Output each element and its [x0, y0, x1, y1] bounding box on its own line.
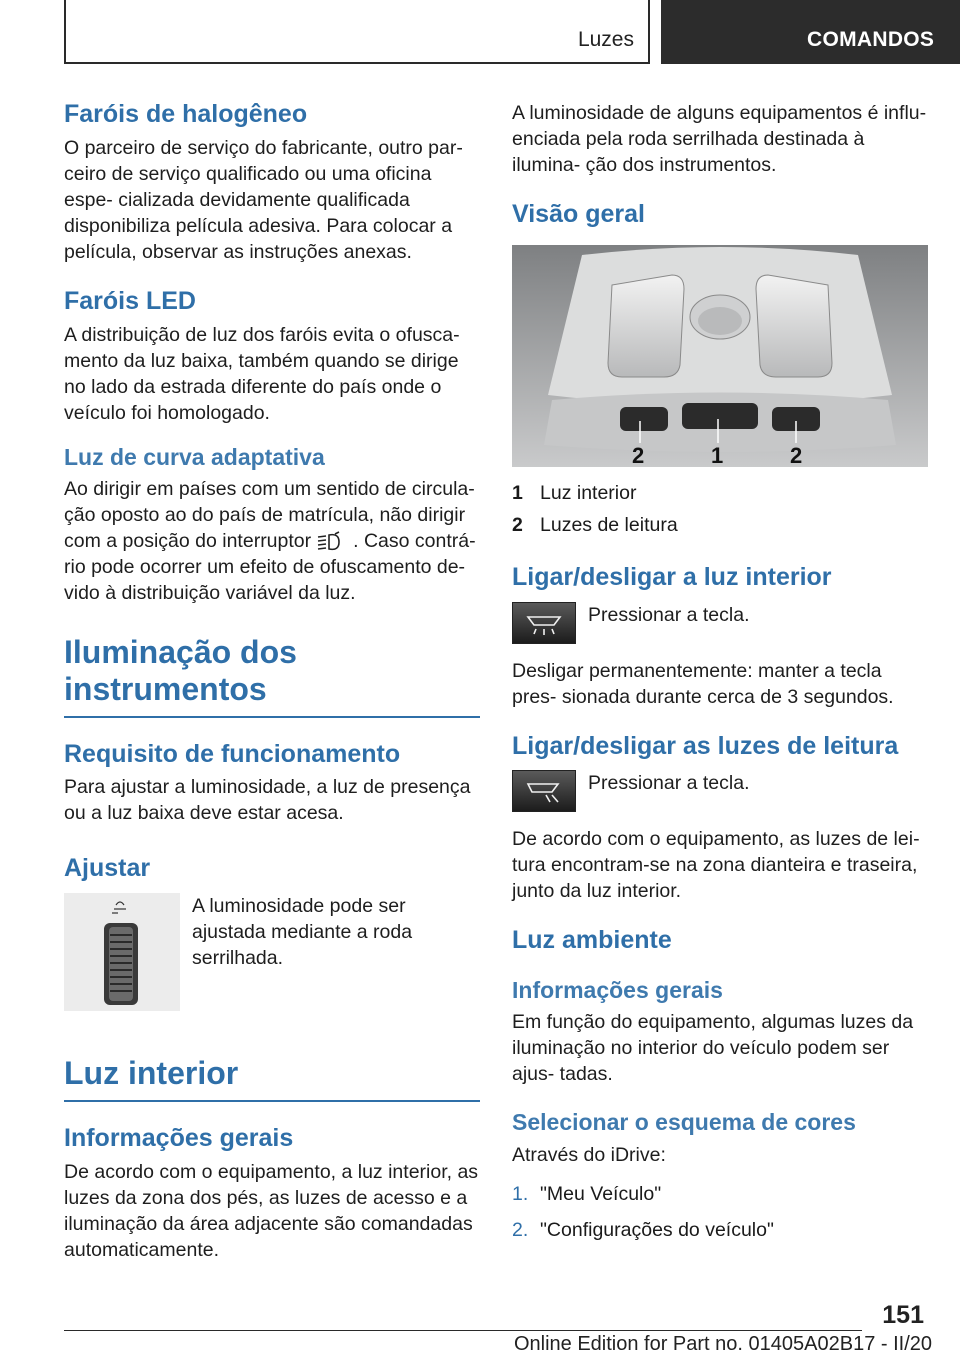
legend-item: [512, 477, 928, 509]
colors-heading: Selecionar o esquema de cores: [512, 1109, 856, 1136]
legend-label: Luzes de leitura: [540, 513, 678, 536]
thumbwheel-icon: [64, 893, 180, 1011]
header-section-title: Luzes: [577, 28, 634, 51]
ambient-general-text: Em função do equipamento, algumas luzes da iluminação no interior do veículo podem ser ajus- tadas.: [512, 1011, 914, 1086]
callout-right: 2: [790, 442, 803, 467]
interior-heading: Luz interior: [64, 1055, 480, 1102]
legend-label: Luz interior: [540, 481, 637, 504]
curve-text: [64, 476, 480, 606]
overview-heading: Visão geral: [512, 200, 645, 228]
halogen-heading: Faróis de halogêneo: [64, 100, 308, 128]
colors-text: Através do iDrive:: [512, 1143, 666, 1166]
footer-edition: Online Edition for Part no. 01405A02B17 - II/20: [513, 1333, 932, 1355]
step-item: [512, 1212, 928, 1248]
legend-number: 2: [512, 513, 523, 536]
ambient-general-heading: Informações gerais: [512, 977, 723, 1003]
instruments-heading: Iluminação dos instrumentos: [64, 634, 480, 718]
overview-legend: [512, 477, 928, 541]
step-item: [512, 1176, 928, 1212]
callout-center: 1: [711, 442, 724, 467]
led-heading: Faróis LED: [64, 286, 196, 315]
left-column: [64, 100, 480, 1263]
step-label: "Meu Veículo": [540, 1182, 662, 1205]
interior-general-text: De acordo com o equipamento, a luz interior, as luzes da zona dos pés, as luzes de acesso e a iluminação da área adjacente são comandadas automaticamente.: [64, 1160, 479, 1261]
requirement-text: Para ajustar a luminosidade, a luz de presença ou a luz baixa deve estar acesa.: [64, 776, 471, 825]
footer-divider: [64, 1330, 862, 1331]
legend-number: 1: [512, 481, 523, 504]
curve-text-after: . Caso contrá- rio pode ocorrer um efeito de ofuscamento de- vido à distribuição variável da luz.: [64, 529, 476, 604]
colors-steps: [512, 1176, 928, 1248]
requirement-heading: Requisito de funcionamento: [64, 739, 401, 768]
interior-toggle-row: [512, 602, 928, 644]
ambient-heading: Luz ambiente: [512, 926, 672, 955]
led-text: A distribuição de luz dos faróis evita o ofusca- mento da luz baixa, também quando se dirige no lado da estrada diferente do país onde o veículo foi homologado.: [64, 323, 460, 424]
page-number: 151: [882, 1301, 924, 1329]
interior-light-button-icon: [512, 602, 576, 644]
headlight-switch-icon: [315, 531, 349, 553]
header-chapter-tab: COMANDOS: [661, 0, 960, 64]
step-label: "Configurações do veículo": [540, 1218, 774, 1241]
right-column: [512, 100, 928, 1248]
adjust-row: [64, 893, 480, 1011]
intro-text: A luminosidade de alguns equipamentos é influ- enciada pela roda serrilhada destinada à ilumina- ção dos instrumentos.: [512, 102, 927, 176]
reading-toggle-row: [512, 770, 928, 812]
callout-left: 2: [632, 442, 645, 467]
reading-toggle-action: Pressionar a tecla.: [588, 772, 750, 795]
interior-toggle-action: Pressionar a tecla.: [588, 603, 750, 626]
interior-toggle-text: Desligar permanentemente: manter a tecla pres- sionada durante cerca de 3 segundos.: [512, 659, 894, 708]
overhead-console-photo: [512, 245, 928, 467]
curve-heading: Luz de curva adaptativa: [64, 443, 325, 470]
adjust-text: A luminosidade pode ser ajustada mediante a roda serrilhada.: [192, 895, 413, 970]
curve-text-before: Ao dirigir em países com um sentido de circula- ção oposto ao do país de matrícula, não dirigir com a posição do interruptor: [64, 477, 475, 552]
step-number: 1.: [512, 1182, 529, 1205]
adjust-heading: Ajustar: [64, 854, 151, 883]
reading-toggle-heading: Ligar/desligar as luzes de leitura: [512, 731, 899, 760]
interior-toggle-heading: Ligar/desligar a luz interior: [512, 562, 832, 591]
halogen-text: O parceiro de serviço do fabricante, outro par- ceiro de serviço qualificado ou uma oficina espe- cializada devidamente qualificada disponibiliza película adesiva. Para colocar a película, observar as instruções anexas.: [64, 136, 463, 263]
legend-item: [512, 509, 928, 541]
reading-light-button-icon: [512, 770, 576, 812]
reading-toggle-text: De acordo com o equipamento, as luzes de lei- tura encontram-se na zona dianteira e traseira, junto da luz interior.: [512, 828, 920, 903]
step-number: 2.: [512, 1218, 529, 1241]
interior-general-heading: Informações gerais: [64, 1123, 294, 1152]
header-frame: [64, 0, 650, 64]
